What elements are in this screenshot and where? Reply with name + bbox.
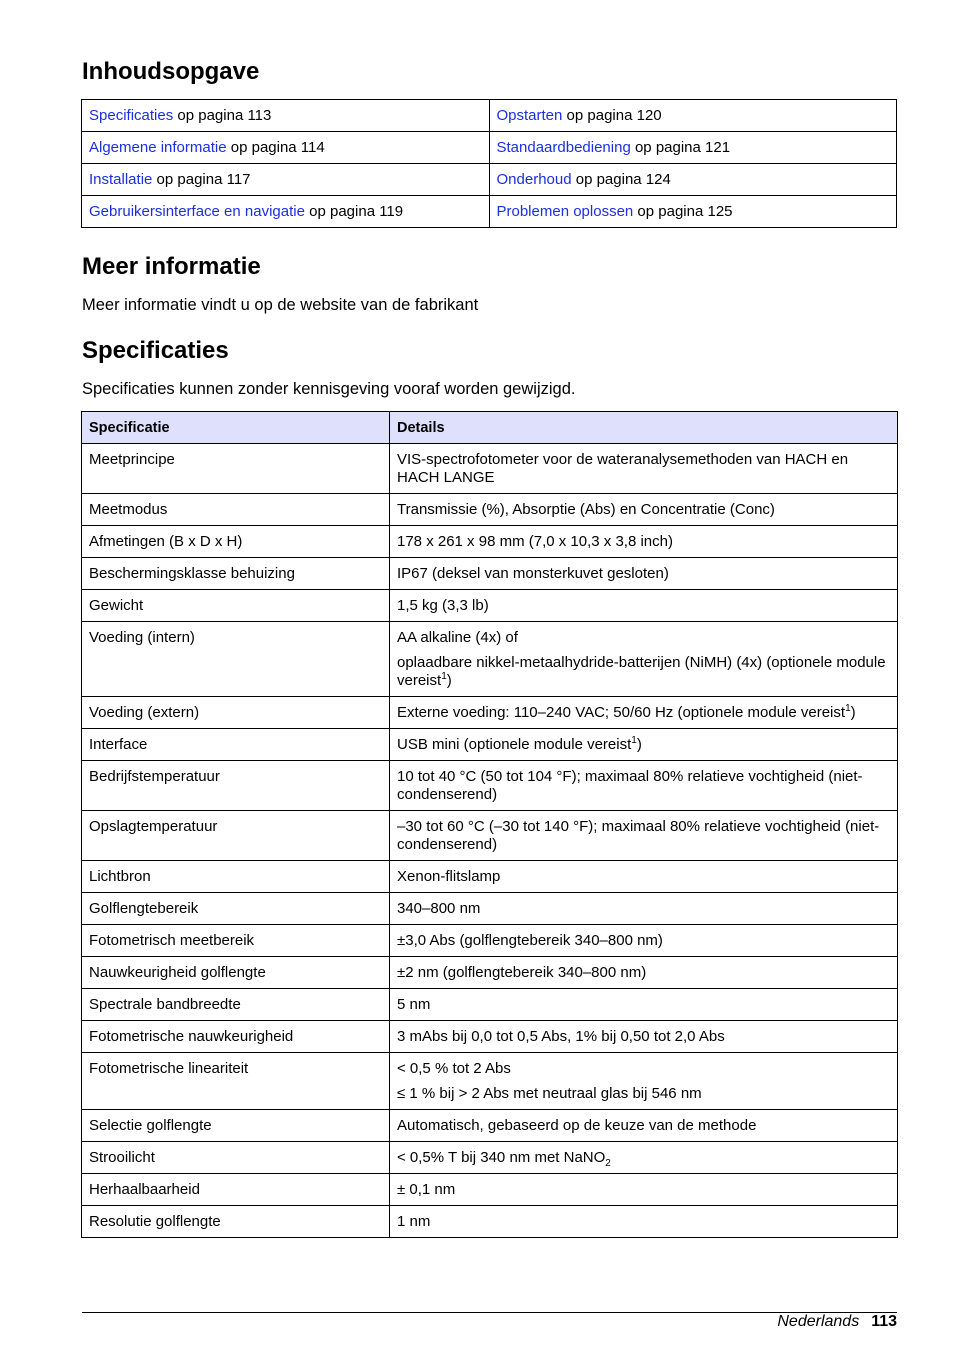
spec-value-main: 1,5 kg (3,3 lb) (397, 597, 489, 614)
spec-value-text (397, 868, 500, 885)
spec-value-text (397, 704, 856, 721)
toc-cell (82, 132, 490, 164)
footnote-marker: 1 (441, 671, 447, 682)
spec-value-text (397, 1117, 756, 1134)
spec-label: Lichtbron (82, 861, 390, 893)
spec-label: Afmetingen (B x D x H) (82, 526, 390, 558)
spec-value-text (397, 964, 646, 981)
spec-label: Beschermingsklasse behuizing (82, 558, 390, 590)
toc-cell (82, 164, 490, 196)
table-row (82, 893, 898, 925)
spec-value-second: oplaadbare nikkel-metaalhydride-batterijen (NiMH) (4x) (optionele module vereist (397, 654, 886, 689)
table-row (82, 590, 898, 622)
subscript: 2 (605, 1158, 611, 1169)
spec-value (390, 893, 898, 925)
spec-value-main: 5 nm (397, 996, 431, 1013)
footer-rule (82, 1312, 897, 1313)
table-header-row (82, 412, 898, 444)
spec-value-main: ±3,0 Abs (golflengtebereik 340–800 nm) (397, 932, 663, 949)
spec-value-main: Transmissie (%), Absorptie (Abs) en Concentratie (Conc) (397, 501, 775, 518)
spec-label: Golflengtebereik (82, 893, 390, 925)
spec-label: Opslagtemperatuur (82, 811, 390, 861)
spec-value-main: AA alkaline (4x) of (397, 629, 518, 646)
spec-label: Strooilicht (82, 1142, 390, 1174)
spec-label: Fotometrische nauwkeurigheid (82, 1021, 390, 1053)
spec-value (390, 1174, 898, 1206)
toc-table (81, 99, 897, 228)
spec-value-main: ± 0,1 nm (397, 1181, 456, 1198)
toc-cell (82, 100, 490, 132)
specifications-table (81, 411, 898, 1238)
spec-label: Nauwkeurigheid golflengte (82, 957, 390, 989)
spec-value-text (397, 818, 879, 853)
spec-value-main: VIS-spectrofotometer voor de wateranalysemethoden van HACH en HACH LANGE (397, 451, 849, 486)
spec-value-main: Automatisch, gebaseerd op de keuze van de methode (397, 1117, 757, 1134)
table-row (82, 1053, 898, 1110)
toc-link[interactable]: Gebruikersinterface en navigatie (89, 202, 305, 220)
toc-heading: Inhoudsopgave (82, 58, 260, 85)
toc-link[interactable]: Standaardbediening (496, 138, 631, 156)
spec-value (390, 1206, 898, 1238)
spec-value-line2 (397, 1085, 890, 1103)
spec-value-text (397, 736, 642, 753)
spec-value-main: 3 mAbs bij 0,0 tot 0,5 Abs, 1% bij 0,50 tot 2,0 Abs (397, 1028, 725, 1045)
spec-value (390, 957, 898, 989)
spec-value-text (397, 900, 480, 917)
spec-label: Voeding (extern) (82, 697, 390, 729)
spec-value (390, 1021, 898, 1053)
table-row (82, 761, 898, 811)
spec-value (390, 1053, 898, 1110)
spec-label: Meetmodus (82, 494, 390, 526)
spec-value (390, 925, 898, 957)
spec-value-main: Externe voeding: 110–240 VAC; 50/60 Hz (optionele module vereist (397, 704, 846, 721)
spec-value (390, 444, 898, 494)
spec-value (390, 811, 898, 861)
spec-label: Selectie golflengte (82, 1110, 390, 1142)
table-row (82, 1142, 898, 1174)
spec-value-text (397, 1060, 511, 1077)
toc-row (82, 132, 897, 164)
toc-cell (489, 196, 897, 228)
toc-cell (489, 100, 897, 132)
table-row (82, 494, 898, 526)
toc-link[interactable]: Installatie (89, 170, 153, 188)
toc-link[interactable]: Algemene informatie (89, 138, 227, 156)
toc-link[interactable]: Opstarten (496, 106, 563, 124)
toc-page-ref: op pagina 124 (571, 170, 671, 188)
page-number: 113 (871, 1313, 897, 1330)
spec-value-text (397, 1213, 430, 1230)
spec-value-main: ±2 nm (golflengtebereik 340–800 nm) (397, 964, 647, 981)
spec-label: Gewicht (82, 590, 390, 622)
spec-label: Voeding (intern) (82, 622, 390, 697)
toc-cell (489, 164, 897, 196)
spec-value (390, 1110, 898, 1142)
spec-value (390, 622, 898, 697)
spec-value-main: < 0,5% T bij 340 nm met NaNO (397, 1149, 606, 1166)
spec-value-main: USB mini (optionele module vereist (397, 736, 632, 753)
toc-cell (489, 132, 897, 164)
spec-value-main: 178 x 261 x 98 mm (7,0 x 10,3 x 3,8 inch) (397, 533, 673, 550)
spec-label: Bedrijfstemperatuur (82, 761, 390, 811)
spec-label: Spectrale bandbreedte (82, 989, 390, 1021)
spec-value-end: ) (636, 736, 642, 753)
table-row (82, 729, 898, 761)
page-footer (777, 1312, 897, 1332)
spec-value (390, 526, 898, 558)
spec-label: Fotometrisch meetbereik (82, 925, 390, 957)
spec-value-main: < 0,5 % tot 2 Abs (397, 1060, 511, 1077)
spec-value-text (397, 597, 489, 614)
toc-page-ref: op pagina 120 (562, 106, 662, 124)
table-row (82, 925, 898, 957)
spec-value (390, 558, 898, 590)
more-info-text: Meer informatie vindt u op de website van de fabrikant (82, 296, 479, 314)
spec-value-text (397, 768, 863, 803)
table-row (82, 1021, 898, 1053)
toc-page-ref: op pagina 117 (152, 170, 251, 188)
spec-label: Meetprincipe (82, 444, 390, 494)
table-row (82, 558, 898, 590)
specifications-intro: Specificaties kunnen zonder kennisgeving vooraf worden gewijzigd. (82, 380, 576, 398)
table-row (82, 444, 898, 494)
toc-row (82, 196, 897, 228)
toc-page-ref: op pagina 119 (304, 202, 404, 220)
spec-value-text (397, 629, 518, 646)
spec-label: Resolutie golflengte (82, 1206, 390, 1238)
spec-value (390, 729, 898, 761)
spec-value-main: –30 tot 60 °C (–30 tot 140 °F); maximaal 80% relatieve vochtigheid (niet-condenserend) (397, 818, 880, 853)
table-row (82, 861, 898, 893)
footnote-marker: 1 (845, 703, 851, 714)
footer-language: Nederlands (777, 1313, 860, 1330)
spec-value-text (397, 1181, 455, 1198)
header-details: Details (390, 412, 898, 444)
spec-value (390, 697, 898, 729)
spec-value-text (397, 533, 673, 550)
spec-label: Fotometrische lineariteit (82, 1053, 390, 1110)
specifications-heading: Specificaties (82, 337, 229, 364)
spec-value-main: 340–800 nm (397, 900, 481, 917)
spec-value (390, 861, 898, 893)
spec-value (390, 494, 898, 526)
table-row (82, 1110, 898, 1142)
table-row (82, 526, 898, 558)
spec-value-text (397, 565, 669, 582)
more-info-heading: Meer informatie (82, 253, 261, 280)
table-row (82, 697, 898, 729)
spec-value-second: ≤ 1 % bij > 2 Abs met neutraal glas bij 546 nm (397, 1085, 702, 1102)
toc-link[interactable]: Onderhoud (496, 170, 572, 188)
spec-value-text (397, 1028, 725, 1045)
spec-value-text (397, 451, 848, 486)
table-row (82, 622, 898, 697)
spec-value-main: 10 tot 40 °C (50 tot 104 °F); maximaal 80% relatieve vochtigheid (niet-condenserend) (397, 768, 863, 803)
toc-page-ref: op pagina 114 (226, 138, 325, 156)
spec-value (390, 1142, 898, 1174)
spec-value-text (397, 501, 775, 518)
spec-value-line2 (397, 654, 890, 690)
spec-value-text (397, 996, 430, 1013)
table-row (82, 989, 898, 1021)
toc-link[interactable]: Specificaties (89, 106, 174, 124)
spec-value-text (397, 1149, 611, 1169)
spec-value-end: ) (850, 704, 856, 721)
table-row (82, 957, 898, 989)
toc-link[interactable]: Problemen oplossen (496, 202, 634, 220)
spec-value-main: Xenon-flitslamp (397, 868, 501, 885)
spec-value-end: ) (446, 672, 452, 689)
toc-page-ref: op pagina 113 (173, 106, 272, 124)
spec-value-main: 1 nm (397, 1213, 431, 1230)
header-specificatie: Specificatie (82, 412, 390, 444)
toc-row (82, 100, 897, 132)
spec-label: Interface (82, 729, 390, 761)
spec-value (390, 761, 898, 811)
spec-value (390, 989, 898, 1021)
spec-value (390, 590, 898, 622)
spec-label: Herhaalbaarheid (82, 1174, 390, 1206)
toc-cell (82, 196, 490, 228)
table-row (82, 811, 898, 861)
toc-row (82, 164, 897, 196)
spec-value-main: IP67 (deksel van monsterkuvet gesloten) (397, 565, 669, 582)
table-row (82, 1174, 898, 1206)
toc-page-ref: op pagina 121 (630, 138, 731, 156)
toc-page-ref: op pagina 125 (633, 202, 733, 220)
footnote-marker: 1 (631, 735, 637, 746)
table-row (82, 1206, 898, 1238)
spec-value-text (397, 932, 663, 949)
